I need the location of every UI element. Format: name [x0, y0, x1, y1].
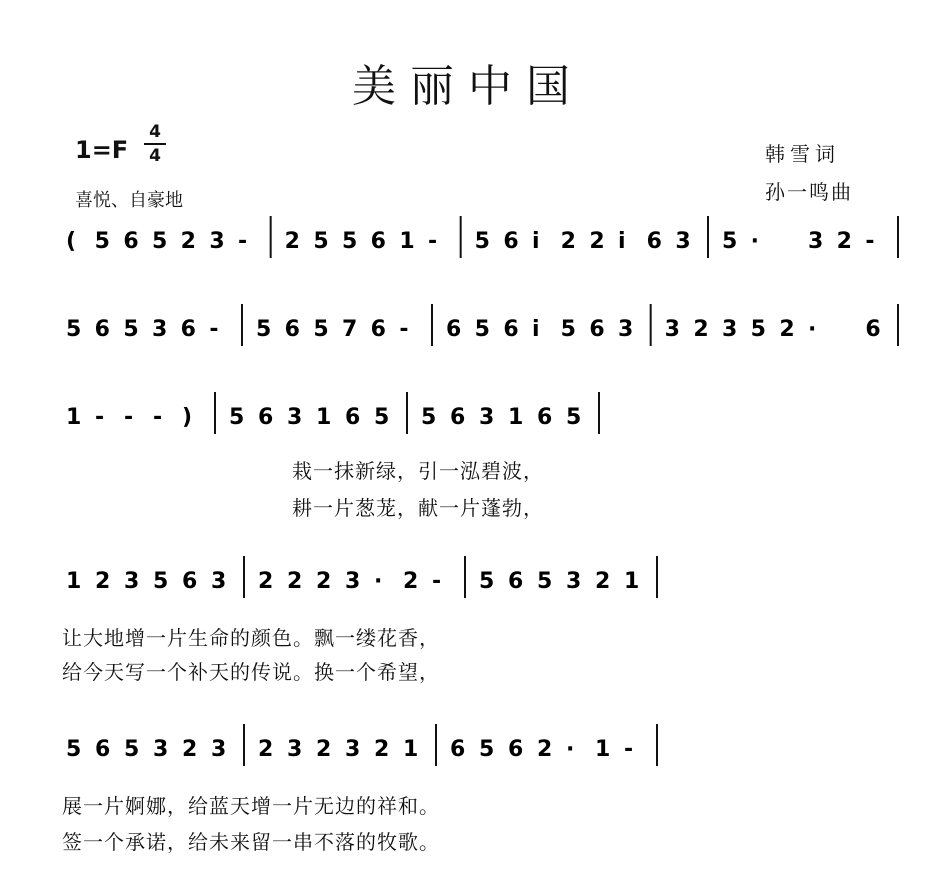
note-symbol: 6 [284, 317, 300, 342]
note-symbol: 6 [345, 405, 361, 430]
note-symbol: · [566, 737, 575, 762]
note-symbol: 6 [503, 229, 519, 254]
composer-credit: 孙一鸣曲 [765, 180, 853, 204]
note-symbol: 6 [180, 317, 196, 342]
note-symbol: · [374, 569, 383, 594]
note-symbol: 6 [94, 317, 110, 342]
note-symbol: 5 [479, 569, 495, 594]
meter-top: 4 [149, 122, 161, 142]
note-symbol: 2 [316, 569, 332, 594]
note-symbol: 6 [370, 317, 386, 342]
note-symbol: - [624, 737, 634, 762]
score-row-5 [62, 730, 892, 770]
note-symbol: 1 [316, 405, 332, 430]
note-symbol: ( [66, 229, 77, 254]
measure [66, 569, 226, 594]
note-symbol: 1 [595, 737, 611, 762]
note-symbol: 2 [560, 229, 576, 254]
note-symbol: 2 [180, 229, 196, 254]
note-symbol: 1 [66, 405, 82, 430]
score-row-3 [62, 398, 892, 438]
note-symbol: 2 [537, 737, 553, 762]
measure [258, 569, 441, 594]
score-row-1 [62, 222, 892, 262]
note-symbol: i [532, 229, 540, 254]
note-symbol: 5 [342, 229, 358, 254]
note-symbol: 6 [450, 737, 466, 762]
lyric-row5-verse2: 签一个承诺，给未来留一串不落的牧歌。 [62, 830, 440, 854]
note-symbol: 3 [153, 737, 169, 762]
score-row-4 [62, 562, 892, 602]
measure [258, 737, 418, 762]
song-title: 美丽中国 [352, 61, 584, 112]
tempo-marking: 喜悦、自豪地 [75, 190, 183, 211]
note-symbol: 6 [508, 569, 524, 594]
measure [256, 317, 408, 342]
note-symbol: 2 [589, 229, 605, 254]
note-symbol: 2 [595, 569, 611, 594]
note-symbol: 2 [316, 737, 332, 762]
measure [446, 317, 633, 342]
note-symbol: - [865, 229, 875, 254]
score-row-svg [62, 222, 892, 262]
note-symbol: - [124, 405, 134, 430]
note-symbol: 3 [287, 737, 303, 762]
note-symbol: 6 [646, 229, 662, 254]
note-symbol: 5 [229, 405, 245, 430]
note-symbol: 5 [313, 317, 329, 342]
note-symbol: 5 [153, 569, 169, 594]
note-symbol: 6 [370, 229, 386, 254]
lyricist-credit: 韩雪词 [765, 142, 840, 166]
note-symbol: 6 [446, 317, 462, 342]
note-symbol: 2 [403, 569, 419, 594]
note-symbol: 3 [479, 405, 495, 430]
note-symbol: 3 [211, 569, 227, 594]
note-symbol: 5 [313, 229, 329, 254]
note-symbol: 2 [182, 737, 198, 762]
note-symbol: 6 [258, 405, 274, 430]
note-symbol: 1 [624, 569, 640, 594]
measure [479, 569, 639, 594]
note-symbol: 5 [537, 569, 553, 594]
note-symbol: 1 [399, 229, 415, 254]
note-symbol: 2 [836, 229, 852, 254]
note-symbol: i [618, 229, 626, 254]
meter-bottom: 4 [149, 146, 161, 166]
note-symbol: 3 [152, 317, 168, 342]
note-symbol: 3 [566, 569, 582, 594]
score-row-svg [62, 730, 892, 770]
note-symbol: 5 [123, 317, 139, 342]
note-symbol: - [95, 405, 105, 430]
note-symbol: 5 [479, 737, 495, 762]
lyric-row5-verse1: 展一片婀娜，给蓝天增一片无边的祥和。 [62, 794, 440, 818]
note-symbol: 3 [287, 405, 303, 430]
score-row-svg [62, 562, 892, 602]
note-symbol: i [532, 317, 540, 342]
note-symbol: 6 [123, 229, 139, 254]
note-symbol: 1 [403, 737, 419, 762]
note-symbol: 5 [566, 405, 582, 430]
note-symbol: 6 [865, 317, 881, 342]
note-symbol: 6 [95, 737, 111, 762]
time-signature [144, 122, 166, 166]
measure [285, 229, 437, 254]
note-symbol: 5 [421, 405, 437, 430]
note-symbol: 6 [182, 569, 198, 594]
note-symbol: 2 [95, 569, 111, 594]
note-symbol: 6 [537, 405, 553, 430]
note-symbol: 7 [342, 317, 358, 342]
note-symbol: - [428, 229, 438, 254]
key-signature: 1=F [75, 136, 129, 164]
note-symbol: 6 [589, 317, 605, 342]
note-symbol: 3 [722, 317, 738, 342]
note-symbol: 2 [374, 737, 390, 762]
note-symbol: 6 [503, 317, 519, 342]
lyric-row3-verse1: 栽一抹新绿，引一泓碧波， [292, 459, 544, 483]
note-symbol: 5 [66, 317, 82, 342]
note-symbol: 5 [66, 737, 82, 762]
note-symbol: 5 [124, 737, 140, 762]
note-symbol: 3 [209, 229, 225, 254]
note-symbol: 5 [750, 317, 766, 342]
note-symbol: - [209, 317, 219, 342]
note-symbol: 5 [474, 317, 490, 342]
note-symbol: 5 [94, 229, 110, 254]
note-symbol: 3 [675, 229, 691, 254]
note-symbol: - [432, 569, 442, 594]
measure [665, 317, 881, 342]
note-symbol: 5 [560, 317, 576, 342]
note-symbol: 2 [284, 229, 300, 254]
note-symbol: · [750, 229, 760, 254]
note-symbol: 6 [450, 405, 466, 430]
score-row-svg [62, 398, 892, 438]
note-symbol: - [153, 405, 163, 430]
measure [450, 737, 633, 762]
note-symbol: 2 [779, 317, 795, 342]
note-symbol: 3 [664, 317, 680, 342]
note-symbol: 5 [722, 229, 738, 254]
note-symbol: 3 [345, 569, 361, 594]
measure [229, 405, 389, 430]
note-symbol: 5 [374, 405, 390, 430]
note-symbol: 2 [258, 737, 274, 762]
note-symbol: 2 [287, 569, 303, 594]
note-symbol: 1 [508, 405, 524, 430]
note-symbol: 3 [345, 737, 361, 762]
note-symbol: 3 [124, 569, 140, 594]
note-symbol: 3 [211, 737, 227, 762]
score-row-svg [62, 310, 892, 350]
note-symbol: · [808, 317, 817, 342]
note-symbol: ) [182, 405, 193, 430]
lyric-row3-verse2: 耕一片葱茏，献一片蓬勃， [292, 496, 544, 520]
measure [66, 405, 192, 430]
score-row-2 [62, 310, 892, 350]
note-symbol: 6 [508, 737, 524, 762]
measure [66, 317, 218, 342]
note-symbol: 5 [256, 317, 272, 342]
measure [421, 405, 581, 430]
meter-divider [144, 143, 166, 145]
lyric-row4-verse2: 给今天写一个补天的传说。换一个希望， [62, 660, 440, 684]
note-symbol: - [238, 229, 248, 254]
measure [66, 229, 247, 254]
note-symbol: 3 [618, 317, 634, 342]
note-symbol: 2 [258, 569, 274, 594]
note-symbol: 5 [152, 229, 168, 254]
measure [66, 737, 226, 762]
note-symbol: - [399, 317, 409, 342]
lyric-row4-verse1: 让大地增一片生命的颜色。飘一缕花香， [62, 626, 440, 650]
note-symbol: 1 [66, 569, 82, 594]
measure [722, 229, 874, 254]
note-symbol: 3 [808, 229, 824, 254]
note-symbol: 5 [474, 229, 490, 254]
measure [475, 229, 691, 254]
note-symbol: 2 [693, 317, 709, 342]
